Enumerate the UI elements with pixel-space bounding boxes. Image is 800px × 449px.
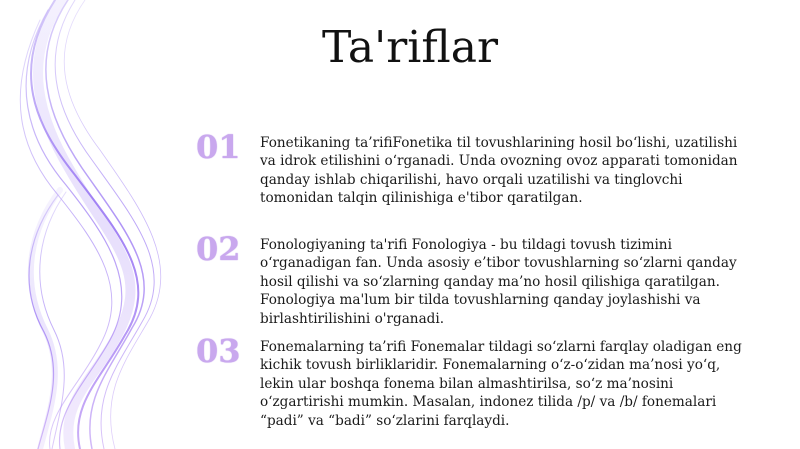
- item-text: Fonetikaning ta’rifiFonetika til tovushlarining hosil bo‘lishi, uzatilishi va idrok etilishini o‘rganadi. Unda ovozning ovoz apparati tomonidan qanday ishlab chiqarilishi, havo orqali uzatilishi va tinglovchi tomonidan talqin qilinishiga e'tibor qaratilgan.: [260, 135, 738, 207]
- purple-smoke-ribbon-icon: [0, 0, 200, 449]
- item-number: 02: [196, 230, 241, 268]
- item-number: 03: [196, 332, 241, 370]
- item-text: Fonemalarning ta’rifi Fonemalar tildagi so‘zlarni farqlay oladigan eng kichik tovush birliklaridir. Fonemalarning o‘z-o‘zidan ma’nosi yo‘q, lekin ular boshqa fonema bilan almashtirilsa, so‘z ma’nosini o‘zgartirishi mumkin. Masalan, indonez tilida /p/ va /b/ fonemalari “padi” va “badi” so‘zlarini farqlaydi.: [260, 339, 742, 429]
- slide-title: Ta'riflar: [322, 22, 498, 73]
- item-number: 01: [196, 128, 241, 166]
- item-text: Fonologiyaning ta'rifi Fonologiya - bu tildagi tovush tizimini o‘rganadigan fan. Unda asosiy e’tibor tovushlarning so‘zlarni qanday hosil qilishi va so‘zlarning qanday ma’no hosil qilishiga qaratilgan. Fonologiya ma'lum bir tilda tovushlarning qanday joylashishi va birlashtirilishini o'rganadi.: [260, 237, 737, 327]
